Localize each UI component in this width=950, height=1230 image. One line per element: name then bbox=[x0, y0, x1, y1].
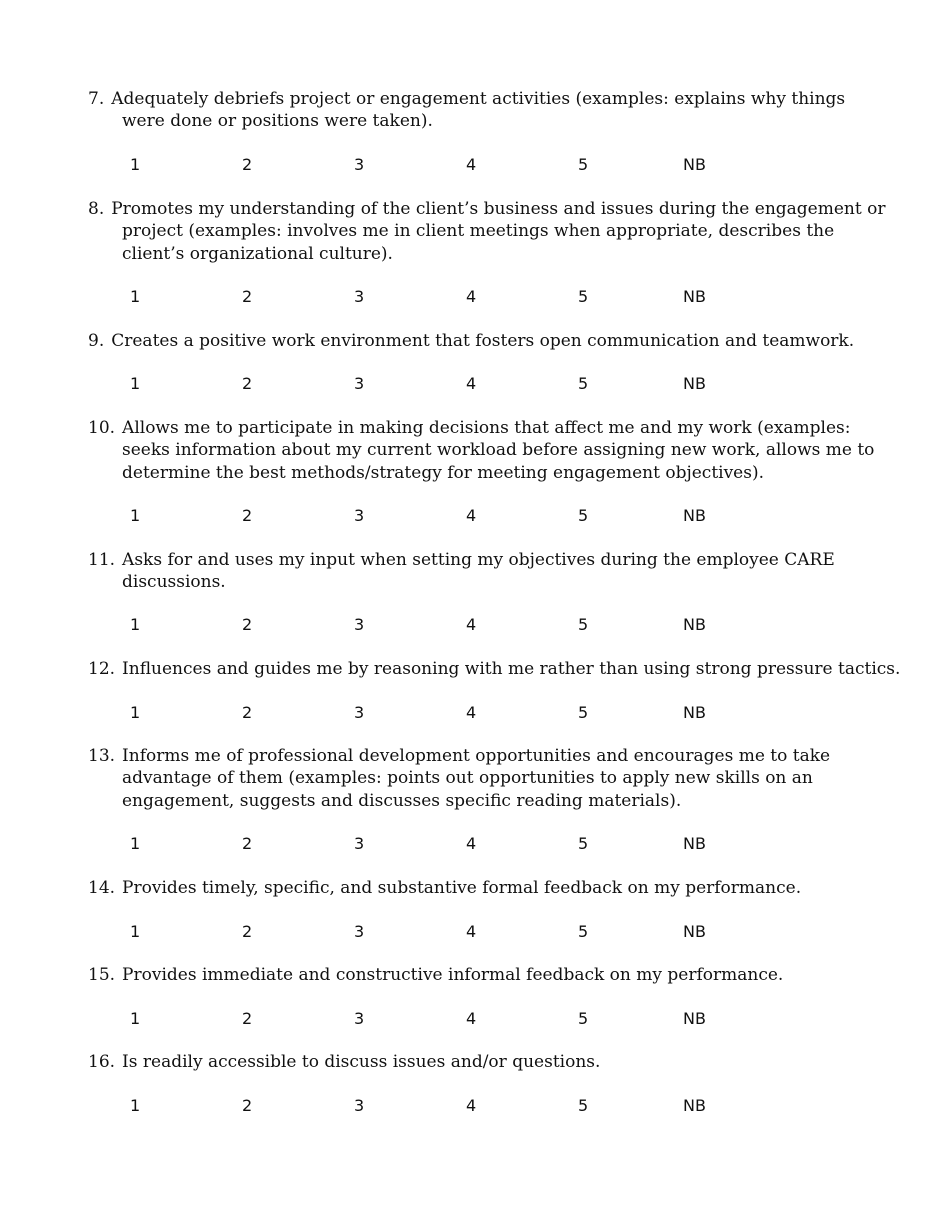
question-text-line bbox=[88, 549, 878, 571]
rating-option-3[interactable]: 3 bbox=[354, 834, 365, 853]
question-line-text: Promotes my understanding of the client’s business and issues during the engagement or bbox=[111, 199, 886, 219]
rating-option-1[interactable]: 1 bbox=[130, 374, 141, 393]
question-text-line bbox=[88, 198, 886, 220]
question-line-text: Informs me of professional development opportunities and encourages me to take bbox=[122, 746, 831, 766]
question-text-line bbox=[88, 439, 878, 461]
rating-option-2[interactable]: 2 bbox=[242, 834, 253, 853]
question-number: 14. bbox=[88, 878, 116, 898]
rating-option-4[interactable]: 4 bbox=[466, 834, 477, 853]
rating-scale bbox=[0, 1096, 950, 1116]
question-line-text: were done or positions were taken). bbox=[122, 111, 433, 132]
rating-option-5[interactable]: 5 bbox=[578, 834, 589, 853]
question-line-text: determine the best methods/strategy for meeting engagement objectives). bbox=[122, 462, 765, 483]
rating-option-4[interactable]: 4 bbox=[466, 1009, 477, 1028]
rating-option-5[interactable]: 5 bbox=[578, 615, 589, 634]
rating-option-nb[interactable]: NB bbox=[683, 1096, 706, 1115]
question-line-text: Provides immediate and constructive informal feedback on my performance. bbox=[122, 965, 784, 985]
rating-option-nb[interactable]: NB bbox=[683, 1009, 706, 1028]
rating-option-1[interactable]: 1 bbox=[130, 155, 141, 174]
question-line-text: discussions. bbox=[122, 572, 226, 593]
question-text-line bbox=[88, 767, 878, 789]
question-line-text: client’s organizational culture). bbox=[122, 243, 393, 264]
rating-option-5[interactable]: 5 bbox=[578, 287, 589, 306]
question-text bbox=[88, 549, 878, 594]
rating-option-4[interactable]: 4 bbox=[466, 374, 477, 393]
rating-option-5[interactable]: 5 bbox=[578, 1096, 589, 1115]
question-line-text: Allows me to participate in making decisions that affect me and my work (examples: bbox=[122, 418, 851, 438]
rating-option-2[interactable]: 2 bbox=[242, 703, 253, 722]
question-text-line bbox=[88, 745, 878, 767]
question-line-text: Provides timely, specific, and substantive formal feedback on my performance. bbox=[122, 878, 802, 898]
rating-option-4[interactable]: 4 bbox=[466, 922, 477, 941]
rating-option-3[interactable]: 3 bbox=[354, 1096, 365, 1115]
rating-option-1[interactable]: 1 bbox=[130, 834, 141, 853]
question-line-text: Is readily accessible to discuss issues and/or questions. bbox=[122, 1052, 601, 1072]
rating-option-4[interactable]: 4 bbox=[466, 703, 477, 722]
question-line-text: Influences and guides me by reasoning with me rather than using strong pressure tactics. bbox=[122, 659, 901, 679]
question-text-line bbox=[88, 1051, 878, 1073]
rating-option-nb[interactable]: NB bbox=[683, 506, 706, 525]
rating-option-2[interactable]: 2 bbox=[242, 615, 253, 634]
question-number: 12. bbox=[88, 659, 116, 679]
question-line-text: project (examples: involves me in client meetings when appropriate, describes the bbox=[122, 221, 835, 242]
question-text-line bbox=[88, 964, 878, 986]
question-number: 10. bbox=[88, 418, 116, 438]
rating-option-1[interactable]: 1 bbox=[130, 922, 141, 941]
rating-option-3[interactable]: 3 bbox=[354, 615, 365, 634]
rating-option-3[interactable]: 3 bbox=[354, 374, 365, 393]
question-text-line bbox=[88, 243, 878, 265]
rating-option-4[interactable]: 4 bbox=[466, 506, 477, 525]
question-number: 11. bbox=[88, 550, 116, 570]
rating-scale bbox=[0, 374, 950, 394]
rating-option-nb[interactable]: NB bbox=[683, 287, 706, 306]
rating-option-3[interactable]: 3 bbox=[354, 155, 365, 174]
rating-option-2[interactable]: 2 bbox=[242, 155, 253, 174]
question-text-line bbox=[88, 658, 901, 680]
rating-option-5[interactable]: 5 bbox=[578, 155, 589, 174]
question-text bbox=[88, 877, 878, 899]
rating-option-2[interactable]: 2 bbox=[242, 506, 253, 525]
rating-option-2[interactable]: 2 bbox=[242, 287, 253, 306]
rating-option-1[interactable]: 1 bbox=[130, 703, 141, 722]
rating-option-nb[interactable]: NB bbox=[683, 834, 706, 853]
rating-option-3[interactable]: 3 bbox=[354, 922, 365, 941]
rating-option-2[interactable]: 2 bbox=[242, 1096, 253, 1115]
rating-option-nb[interactable]: NB bbox=[683, 155, 706, 174]
question-line-text: Adequately debriefs project or engagement activities (examples: explains why things bbox=[111, 89, 846, 109]
question-text-line bbox=[88, 330, 878, 352]
rating-option-1[interactable]: 1 bbox=[130, 287, 141, 306]
rating-option-2[interactable]: 2 bbox=[242, 1009, 253, 1028]
question-line-text: engagement, suggests and discusses specific reading materials). bbox=[122, 790, 682, 811]
question-text-line bbox=[88, 571, 878, 593]
rating-scale bbox=[0, 703, 950, 723]
question-number: 8. bbox=[88, 199, 105, 219]
rating-option-1[interactable]: 1 bbox=[130, 615, 141, 634]
question-text-line bbox=[88, 462, 878, 484]
question-text-line bbox=[88, 88, 878, 110]
rating-option-3[interactable]: 3 bbox=[354, 1009, 365, 1028]
rating-option-4[interactable]: 4 bbox=[466, 287, 477, 306]
rating-option-5[interactable]: 5 bbox=[578, 703, 589, 722]
question-text bbox=[88, 198, 886, 265]
rating-option-1[interactable]: 1 bbox=[130, 506, 141, 525]
rating-option-3[interactable]: 3 bbox=[354, 287, 365, 306]
rating-option-1[interactable]: 1 bbox=[130, 1096, 141, 1115]
question-text bbox=[88, 330, 878, 352]
rating-scale bbox=[0, 834, 950, 854]
question-number: 9. bbox=[88, 331, 105, 351]
rating-option-nb[interactable]: NB bbox=[683, 615, 706, 634]
question-text bbox=[88, 417, 878, 484]
rating-scale bbox=[0, 506, 950, 526]
rating-option-4[interactable]: 4 bbox=[466, 1096, 477, 1115]
rating-option-5[interactable]: 5 bbox=[578, 374, 589, 393]
rating-scale bbox=[0, 1009, 950, 1029]
question-text bbox=[88, 88, 878, 133]
rating-option-2[interactable]: 2 bbox=[242, 922, 253, 941]
question-line-text: advantage of them (examples: points out opportunities to apply new skills on an bbox=[122, 768, 813, 789]
question-text-line bbox=[88, 417, 878, 439]
rating-option-5[interactable]: 5 bbox=[578, 922, 589, 941]
question-text-line bbox=[88, 877, 878, 899]
rating-option-4[interactable]: 4 bbox=[466, 615, 477, 634]
rating-option-nb[interactable]: NB bbox=[683, 703, 706, 722]
question-number: 16. bbox=[88, 1052, 116, 1072]
rating-option-3[interactable]: 3 bbox=[354, 506, 365, 525]
question-line-text: Creates a positive work environment that fosters open communication and teamwork. bbox=[111, 331, 855, 351]
question-text bbox=[88, 964, 878, 986]
question-number: 15. bbox=[88, 965, 116, 985]
rating-scale bbox=[0, 615, 950, 635]
question-text-line bbox=[88, 110, 878, 132]
rating-option-2[interactable]: 2 bbox=[242, 374, 253, 393]
rating-option-nb[interactable]: NB bbox=[683, 922, 706, 941]
rating-option-nb[interactable]: NB bbox=[683, 374, 706, 393]
rating-option-3[interactable]: 3 bbox=[354, 703, 365, 722]
rating-option-5[interactable]: 5 bbox=[578, 506, 589, 525]
rating-scale bbox=[0, 287, 950, 307]
rating-scale bbox=[0, 155, 950, 175]
rating-option-4[interactable]: 4 bbox=[466, 155, 477, 174]
question-text-line bbox=[88, 790, 878, 812]
question-text bbox=[88, 1051, 878, 1073]
question-number: 7. bbox=[88, 89, 105, 109]
rating-scale bbox=[0, 922, 950, 942]
question-text-line bbox=[88, 220, 878, 242]
question-line-text: seeks information about my current workload before assigning new work, allows me to bbox=[122, 440, 875, 461]
rating-option-5[interactable]: 5 bbox=[578, 1009, 589, 1028]
question-line-text: Asks for and uses my input when setting my objectives during the employee CARE bbox=[122, 550, 835, 570]
question-number: 13. bbox=[88, 746, 116, 766]
question-text bbox=[88, 745, 878, 812]
rating-option-1[interactable]: 1 bbox=[130, 1009, 141, 1028]
question-text bbox=[88, 658, 901, 680]
